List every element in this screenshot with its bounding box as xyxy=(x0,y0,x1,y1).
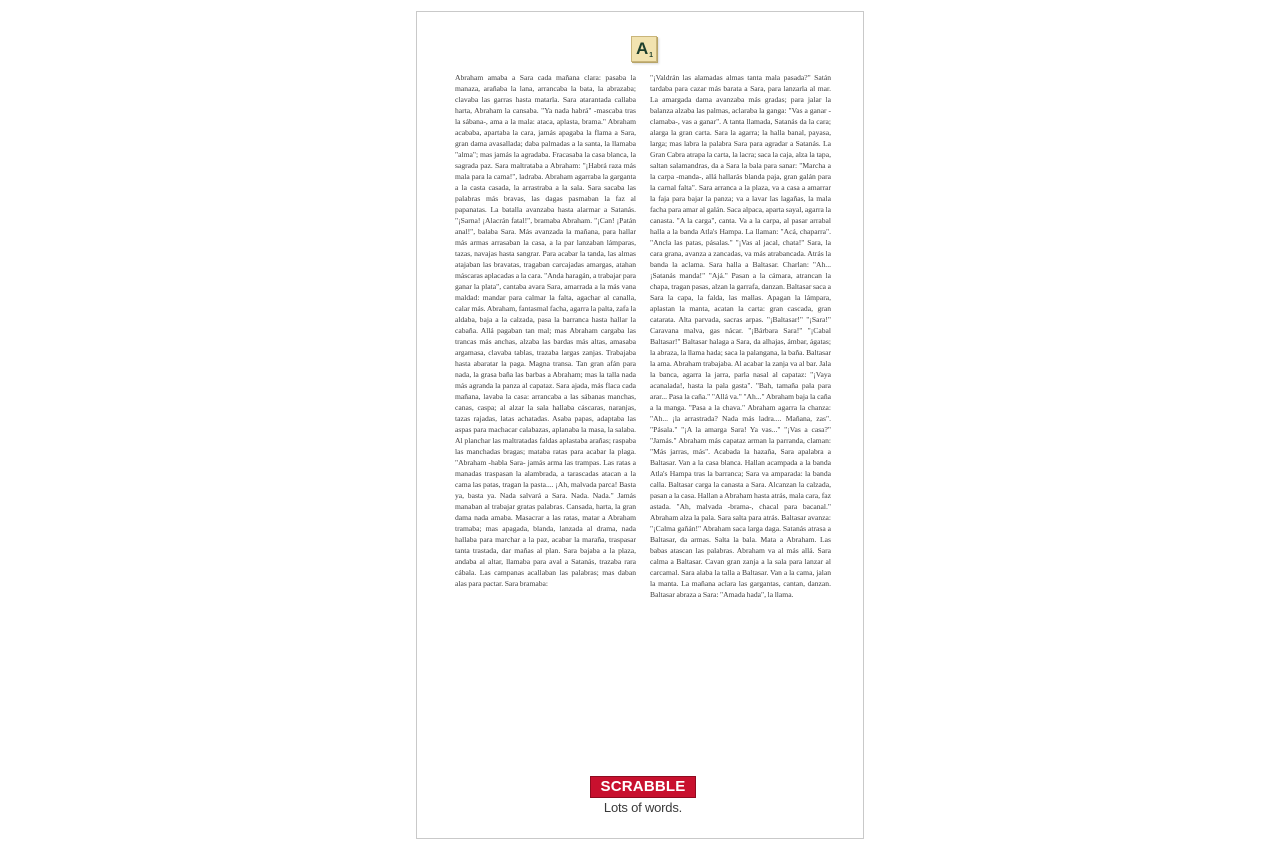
story-columns xyxy=(455,72,831,688)
scrabble-logo: SCRABBLE xyxy=(590,776,696,798)
tile-letter: A xyxy=(636,39,649,58)
brand-tagline: Lots of words. xyxy=(603,800,683,815)
tile-score: 1 xyxy=(649,52,653,59)
scrabble-tile-a xyxy=(631,36,657,62)
brand-block xyxy=(589,776,697,816)
ad-page xyxy=(416,11,864,839)
story-right-column: "¡Valdrán las alamadas almas tanta mala pasada?" Satán tardaba para cazar más barata a Sara, para lanzarla al mar. La amargada dama avanzaba más gradas; para jalar la balanza alzaba las palmas, aclaraba la ganga: "Vas a ganar -clamaba-, vas a ganar". A tanta llamada, Satanás da la cara; alarga la gran carta. Sara la agarra; la halla banal, payasa, larga; mas labra la palabra Sara para agradar a Satanás. La Gran Cabra atrapa la carta, la lacra; saca la caja, alza la tapa, saltan salamandras, da a Sara la bala para sanar: "Marcha a la carpa -manda-, allá hallarás blanda paja, gran galán para la carnal falta". Sara arranca a la plaza, va a casa a amarrar la faja para bajar la panza; va a lavar las lagañas, la mala facha para amar al galán. Saca alpaca, aparta sayal, agarra la canasta. "A la carga", canta. Va a la carpa, al pasar arrabal halla a la banda Atla's Hampa. La llaman: "Acá, chaparra". "Ancla las patas, pásalas." "¡Vas al jacal, chata!" Sara, la cara grana, avanza a zancadas, va más atrabancada. Atrás la banda la aclama. Sara halla a Baltasar. Charlan: "Ah... ¡Satanás manda!" "Ajá." Pasan a la cámara, atrancan la chapa, tragan pasas, alzan la garrafa, danzan. Baltasar saca a Sara la capa, la falda, las mallas. Apagan la lámpara, aplastan la manta, acatan la carta: gran cascada, gran catarata. Alta parvada, sacras arpas. "¡Baltasar!" "¡Sara!" Caravana malva, gas nácar. "¡Bárbara Sara!" "¡Cabal Baltasar!" Baltasar halaga a Sara, da alhajas, ámbar, ágatas; la abraza, la llama hada; saca la palangana, la baña. Baltasar la ama. Abraham trabajaba. Al acabar la zanja va al bar. Jala la banca, agarra la jarra, parla nasal al capataz: "¡Vaya acanalada!, hasta la pala gasta". "Bah, tamaña pala para arar... Pasa la caña." "Allá va." "Ah..." Abraham baja la caña a la manga. "Pasa a la chava." Abraham agarra la chanza: "Ah... ¡la arrastrada? Nada más ladra.... Mañana, zas". "Pásala." "¡A la amarga Sara! Ya vas..." "¡Vas a casa?" "Jamás." Abraham más capataz arman la parranda, claman: "Más jarras, más". Acabada la hazaña, Sara apalabra a Baltasar. Van a la casa blanca. Hallan acampada a la banda Atla's Hampa tras la barranca; Sara va amparada: la banda calla. Baltasar carga la canasta a Sara. Alcanzan la calzada, pasan a la casa. Hallan a Abraham hasta atrás, mala cara, faz astada. "Ah, malvada -brama-, chacal para bacanal." Abraham alza la pala. Sara salta para atrás. Baltasar avanza: "¡Calma gañán!" Abraham saca larga daga. Satanás atrasa a Baltasar, da armas. Salta la bala. Mata a Abraham. Las babas atascan las palabras. Abraham va al más allá. Sara calma a Baltasar. Cavan gran zanja a la sala para lanzar al carcamal. Sara alaba la talla a Baltasar. Van a la cama, jalan la manta. La mañana aclara las gargantas, cantan, danzan. Baltasar abraza a Sara: "Amada hada", la llama. xyxy=(650,73,831,599)
story-left-column: Abraham amaba a Sara cada mañana clara: pasaba la manaza, arañaba la lana, arrancaba la bata, la abrazaba; clavaba las garras hasta matarla. Sara atarantada callaba harta, Abraham la cansaba. "Ya nada habrá" -mascaba tras la sábana-, ama a la mala: ataca, aplasta, brama." Abraham acababa, apartaba la cara, jamás apagaba la flama a Sara, gran dama avasallada; daba palmadas a la santa, la llamaba "alma"; mas jamás la agradaba. Fracasaba la casa blanca, la sagrada paz. Sara maltrataba a Abraham: "¡Habrá raza más mala para la cama!", ladraba. Abraham agarraba la garganta a la casta casada, la arrastraba a la sala. Sara sacaba las palabras más bravas, las dagas pasmaban la faz al papanatas. La batalla avanzaba hasta alarmar a Satanás. "¡Sarna! ¡Alacrán fatal!", bramaba Abraham. "¡Can! ¡Patán anal!", balaba Sara. Más avanzada la mañana, para hallar más armas arrasaban la casa, a la par lanzaban lámparas, tazas, navajas hasta sangrar. Para acabar la tanda, las almas atajaban las bravatas, tragaban carcajadas amargas, atahan máscaras aplacadas a la cara. "Anda haragán, a trabajar para ganar la plata", cantaba avara Sara, amarrada a la más vana maldad: mandar para calmar la falta, agachar al canalla, calar más. Abraham, fantasmal facha, agarra la palta, zafa la aldaba, baja a la calzada, pasa la barranca hasta hallar la cabaña. Allá pagaban tan mal; mas Abraham cargaba las trancas más anchas, alzaba las bardas más altas, amasaba argamasa, clavaba tablas, trazaba largas zanjas. Trabajaba hasta abaratar la paga. Magna transa. Tan gran afán para nada, la grasa baña las barbas a Abraham; mas la talla nada más agranda la panza al capataz. Sara ajada, más flaca cada mañana, lavaba la casa: arrancaba a las sábanas manchas, canas, caspa; al alzar la sala hallaba cáscaras, naranjas, tazas rajadas, latas achatadas. Asaba papas, adaptaba las aspas para machacar calabazas, aplanaba la masa, la salaba. Al planchar las maltratadas faldas aplastaba arañas; raspaba las manchadas bragas; mataba ratas para acabar la plaga. "Abraham -habla Sara- jamás arma las trampas. Las ratas a manadas traspasan la alambrada, a tarascadas atacan a la cama las patas, tragan la pasta.... ¡Ah, malvada parca! Basta ya, basta ya. Nada salvará a Sara. Nada. Nada." Jamás manaban al trabajar gratas palabras. Cansada, harta, la gran dama nada amaba. Masacrar a las ratas, matar a Abraham tramaba; mas apagada, blanda, lanzada al drama, nada hallaba para marchar a la paz, acabar la maraña, traspasar tanta trastada, dar mañas al plan. Sara bajaba a la plaza, andaba al altar, llamaba para aval a Satanás, trazaba rara cábala. Las campanas acallaban las palabras; mas daban alas para pactar. Sara bramaba: xyxy=(455,73,636,588)
